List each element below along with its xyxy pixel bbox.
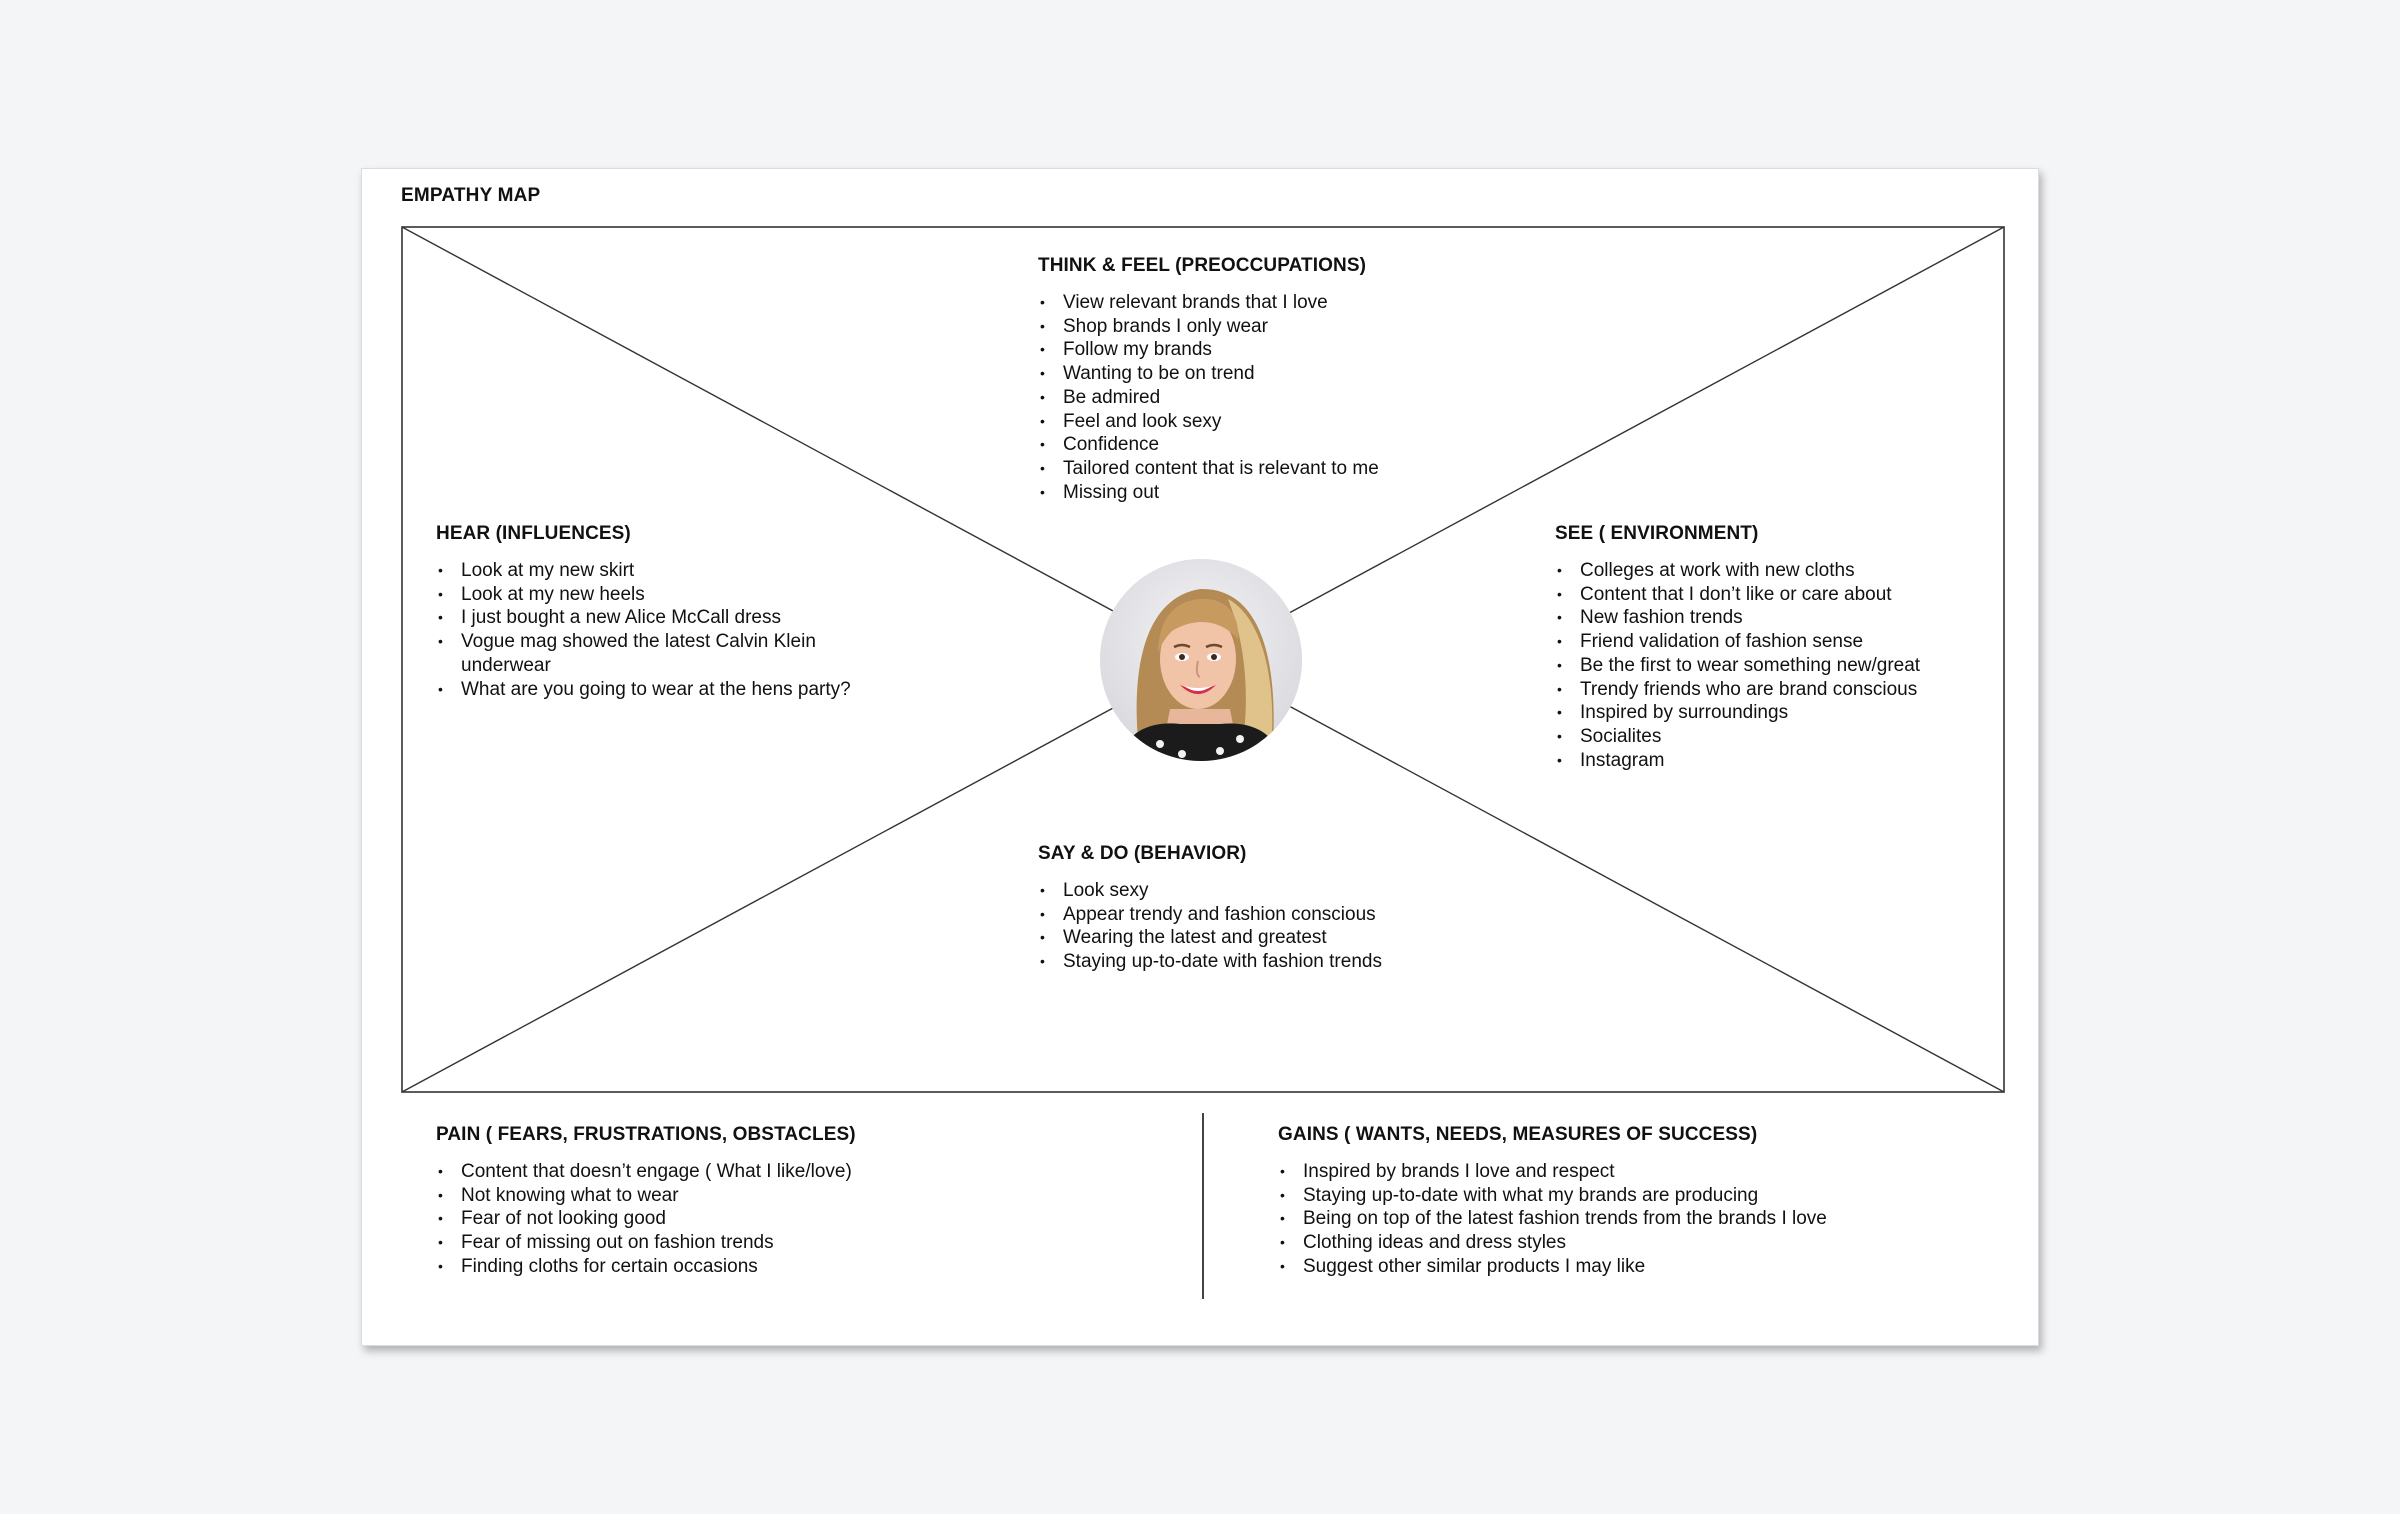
list-item: • Vogue mag showed the latest Calvin Klein underwear: [436, 630, 896, 677]
list-item: • Trendy friends who are brand conscious: [1555, 678, 1920, 702]
list-item: • Look at my new heels: [436, 583, 896, 607]
list-item: • Socialites: [1555, 725, 1920, 749]
list-item: • Instagram: [1555, 749, 1920, 773]
section-heading: THINK & FEEL (PREOCCUPATIONS): [1038, 255, 1367, 276]
persona-photo-icon: [1100, 559, 1302, 761]
list-item: • Fear of missing out on fashion trends: [436, 1231, 856, 1255]
section-pain: [436, 1124, 856, 1279]
section-list: [1038, 879, 1382, 974]
list-item: • Look at my new skirt: [436, 559, 896, 583]
section-heading: SEE ( ENVIRONMENT): [1555, 523, 1759, 544]
list-item: • Confidence: [1038, 433, 1379, 457]
list-item: • New fashion trends: [1555, 606, 1920, 630]
section-hear: [436, 523, 896, 701]
section-heading: SAY & DO (BEHAVIOR): [1038, 843, 1247, 864]
section-heading: HEAR (INFLUENCES): [436, 523, 631, 544]
section-heading: GAINS ( WANTS, NEEDS, MEASURES OF SUCCESS): [1278, 1124, 1758, 1145]
section-heading: PAIN ( FEARS, FRUSTRATIONS, OBSTACLES): [436, 1124, 856, 1145]
list-item: • Inspired by brands I love and respect: [1278, 1160, 1827, 1184]
map-title: EMPATHY MAP: [401, 185, 541, 206]
section-say-do: [1038, 843, 1382, 974]
section-list: [1555, 559, 1920, 772]
list-item: • Be the first to wear something new/great: [1555, 654, 1920, 678]
list-item: • Colleges at work with new cloths: [1555, 559, 1920, 583]
section-list: [1278, 1160, 1827, 1279]
list-item: • Staying up-to-date with fashion trends: [1038, 950, 1382, 974]
list-item: • Missing out: [1038, 481, 1379, 505]
list-item: • Content that I don’t like or care about: [1555, 583, 1920, 607]
list-item: • Content that doesn’t engage ( What I like/love): [436, 1160, 856, 1184]
list-item: • Fear of not looking good: [436, 1207, 856, 1231]
list-item: • Look sexy: [1038, 879, 1382, 903]
list-item: • Tailored content that is relevant to me: [1038, 457, 1379, 481]
section-think-feel: [1038, 255, 1379, 504]
list-item: • I just bought a new Alice McCall dress: [436, 606, 896, 630]
list-item: • Suggest other similar products I may like: [1278, 1255, 1827, 1279]
list-item: • Feel and look sexy: [1038, 410, 1379, 434]
section-see: [1555, 523, 1920, 772]
list-item: • Shop brands I only wear: [1038, 315, 1379, 339]
list-item: • Friend validation of fashion sense: [1555, 630, 1920, 654]
list-item: • Wanting to be on trend: [1038, 362, 1379, 386]
bottom-divider: [1202, 1113, 1204, 1299]
section-list: [436, 559, 896, 701]
list-item: • Be admired: [1038, 386, 1379, 410]
list-item: • Appear trendy and fashion conscious: [1038, 903, 1382, 927]
list-item: • Inspired by surroundings: [1555, 701, 1920, 725]
list-item: • Finding cloths for certain occasions: [436, 1255, 856, 1279]
list-item: • Being on top of the latest fashion trends from the brands I love: [1278, 1207, 1827, 1231]
list-item: • What are you going to wear at the hens party?: [436, 678, 896, 702]
list-item: • Wearing the latest and greatest: [1038, 926, 1382, 950]
list-item: • View relevant brands that I love: [1038, 291, 1379, 315]
section-gains: [1278, 1124, 1827, 1279]
list-item: • Follow my brands: [1038, 338, 1379, 362]
list-item: • Clothing ideas and dress styles: [1278, 1231, 1827, 1255]
list-item: • Staying up-to-date with what my brands are producing: [1278, 1184, 1827, 1208]
section-list: [436, 1160, 856, 1279]
list-item: • Not knowing what to wear: [436, 1184, 856, 1208]
section-list: [1038, 291, 1379, 504]
